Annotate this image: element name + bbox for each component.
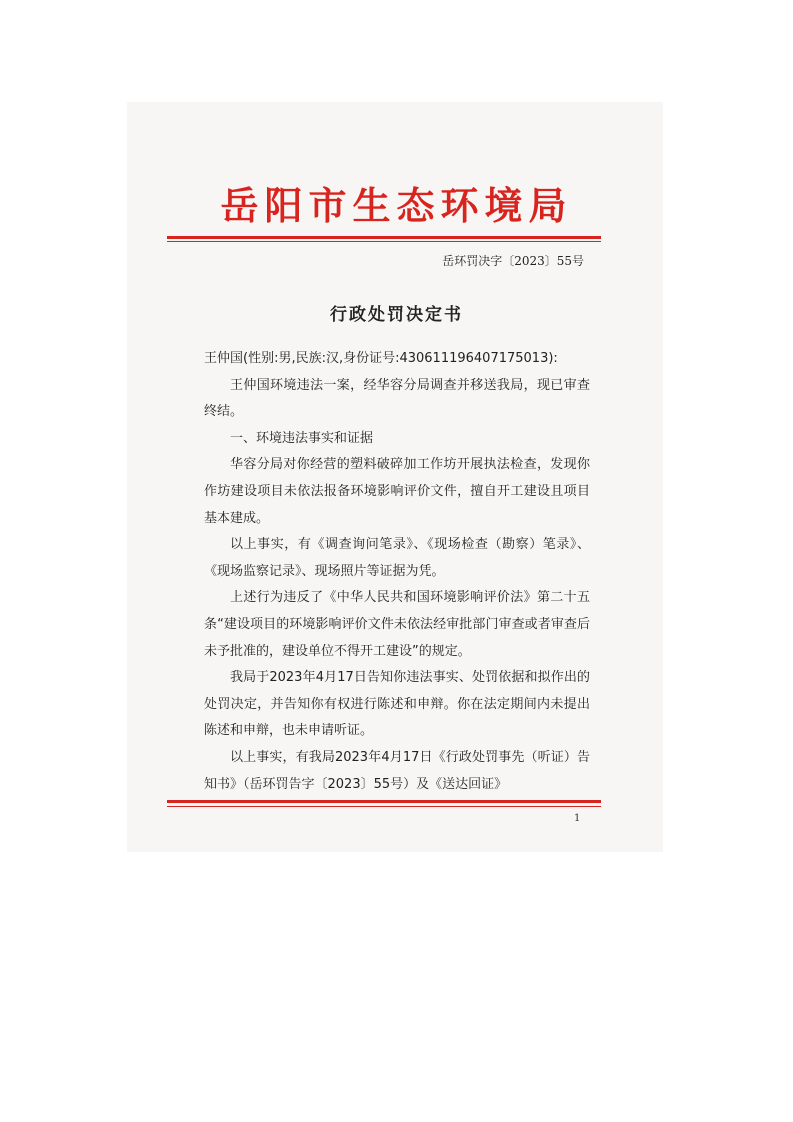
footer-rule-thin xyxy=(167,806,601,807)
header-rule-thin xyxy=(167,241,601,242)
section-heading: 一、环境违法事实和证据 xyxy=(230,430,374,446)
page-number: 1 xyxy=(574,813,581,824)
notice-evidence-paragraph: 以上事实，有我局2023年4月17日《行政处罚事先（听证）告知书》（岳环罚告字〔2023〕55号）及《送达回证》 xyxy=(204,749,590,792)
document-number: 岳环罚决字〔2023〕55号 xyxy=(442,254,584,268)
facts-paragraph: 华容分局对你经营的塑料破碎加工作坊开展执法检查，发现你作坊建设项目未依法报备环境影响评价文件，擅自开工建设且项目基本建成。 xyxy=(204,457,590,526)
intro-paragraph: 王仲国环境违法一案，经华容分局调查并移送我局，现已审查终结。 xyxy=(204,377,590,420)
header-rule-thick xyxy=(167,236,601,239)
notice-paragraph: 我局于2023年4月17日告知你违法事实、处罚依据和拟作出的处罚决定，并告知你有权进行陈述和申辩。你在法定期间内未提出陈述和申辩，也未申请听证。 xyxy=(204,670,590,739)
document-body xyxy=(204,346,590,798)
violation-paragraph: 上述行为违反了《中华人民共和国环境影响评价法》第二十五条“建设项目的环境影响评价文件未依法经审批部门审查或者审查后未予批准的，建设单位不得开工建设”的规定。 xyxy=(204,590,590,659)
agency-header: 岳阳市生态环境局 xyxy=(220,184,573,228)
footer-rule-thick xyxy=(167,800,601,803)
party-line: 王仲国(性别:男,民族:汉,身份证号:430611196407175013): xyxy=(204,351,558,366)
document-title: 行政处罚决定书 xyxy=(330,305,463,325)
evidence-paragraph: 以上事实，有《调查询问笔录》、《现场检查（勘察）笔录》、《现场监察记录》、现场照片等证据为凭。 xyxy=(204,537,590,579)
